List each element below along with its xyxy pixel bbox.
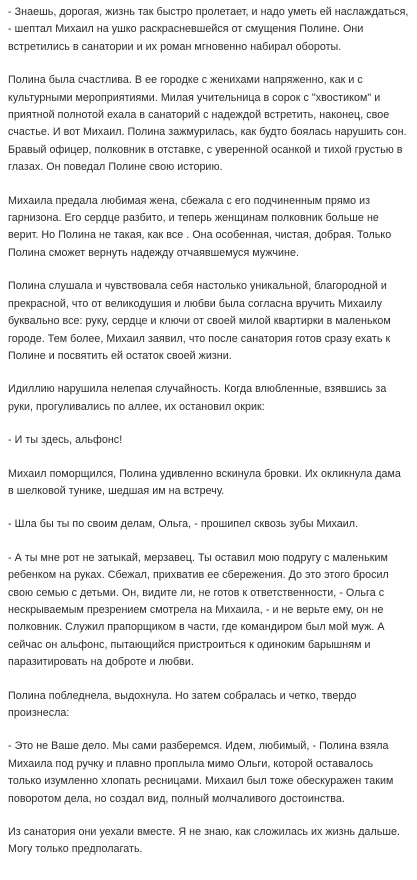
paragraph-1: - Знаешь, дорогая, жизнь так быстро пролетает, и надо уметь ей наслаждаться, - шептал Михаил на ушко раскрасневшейся от смущения Полине. Они встретились в санатории и их роман мгновенно набирал обороты. (8, 6, 409, 53)
paragraph-12: Из санатория они уехали вместе. Я не знаю, как сложилась их жизнь дальше. Могу только предполагать. (8, 826, 401, 856)
paragraph-2: Полина была счастлива. В ее городке с женихами напряженно, как и с культурными мероприятиями. Милая учительница в сорок с "хвостиком" и приятной полнотой ехала в санаторий с надеждой встретить, наконец, свое счастье. И вот Михаил. Полина зажмурилась, как будто боялась нарушить сон. Бравый офицер, полковник в отставке, с уверенной осанкой и тихой грустью в глазах. Он поведал Полине свою историю. (8, 74, 407, 174)
paragraph-4: Полина слушала и чувствовала себя настолько уникальной, благородной и прекрасной, что от великодушия и любви была согласна вручить Михаилу буквально все: руку, сердце и ключи от своей милой квартирки в маленьком городе. Тем более, Михаил заявил, что после санатория готов сразу ехать к Полине и посвятить ей остаток своей жизни. (8, 280, 391, 362)
paragraph-9: - А ты мне рот не затыкай, мерзавец. Ты оставил мою подругу с маленьким ребенком на руках. Сбежал, прихватив ее сбережения. До это этого бросил свою семью с детьми. Он, видите ли, не готов к ответственности, - Ольга с нескрываемым презрением смотрела на Михаила, - и не верьте ему, он не полковник. Служил прапорщиком в части, где командиром был мой муж. А сейчас он альфонс, пытающийся пристроиться к одиноким барышням и паразитировать на доброте и любви. (8, 551, 389, 669)
paragraph-8: - Шла бы ты по своим делам, Ольга, - прошипел сквозь зубы Михаил. (8, 518, 359, 531)
paragraph-7: Михаил поморщился, Полина удивленно вскинула бровки. Их окликнула дама в шелковой тунике, шедшая им на встречу. (8, 467, 401, 497)
paragraph-11: - Это не Ваше дело. Мы сами разберемся. Идем, любимый, - Полина взяла Михаила под ручку и плавно проплыла мимо Ольги, которой оставалось только изумленно хлопать ресницами. Михаил был тоже обескуражен таким поворотом дела, но создал вид, полный молчаливого достоинства. (8, 740, 394, 805)
paragraph-3: Михаила предала любимая жена, сбежала с его подчиненным прямо из гарнизона. Его сердце разбито, и теперь женщинам полковник больше не верит. Но Полина не такая, как все . Она особенная, чистая, добрая. Только Полина сможет вернуть надежду отчаявшемуся мужчине. (8, 194, 392, 259)
paragraph-5: Идиллию нарушила нелепая случайность. Когда влюбленные, взявшись за руки, прогуливались по аллее, их остановил окрик: (8, 383, 387, 413)
paragraph-10: Полина побледнела, выдохнула. Но затем собралась и четко, твердо произнесла: (8, 689, 357, 719)
paragraph-6: - И ты здесь, альфонс! (8, 434, 123, 447)
